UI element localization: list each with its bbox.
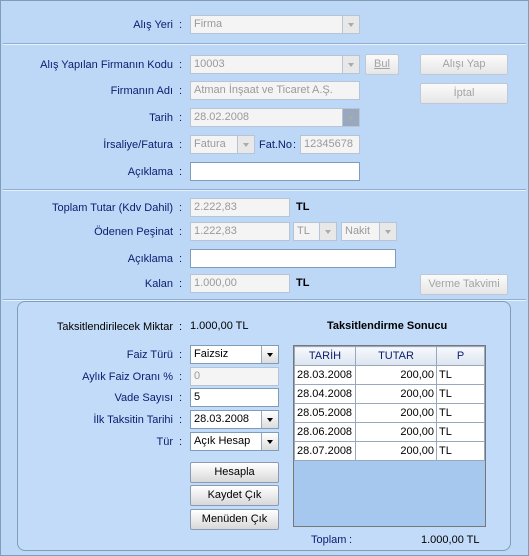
aylik-faiz-label: Aylık Faiz Oranı % — [82, 371, 173, 383]
kalan-unit: TL — [296, 277, 310, 289]
colon: : — [179, 59, 183, 71]
hesapla-button[interactable]: Hesapla — [190, 462, 279, 483]
colon: : — [179, 278, 183, 290]
colon: : — [293, 139, 297, 151]
grid-toplam-label: Toplam — [311, 534, 347, 546]
ilk-taksit-value: 28.03.2008 — [194, 413, 250, 425]
column-header[interactable]: TARİH — [295, 347, 356, 366]
taksit-miktar-label: Taksitlendirilecek Miktar — [56, 321, 173, 333]
chevron-down-icon[interactable] — [342, 16, 359, 33]
cell-amount: 200,00 — [356, 423, 437, 442]
pesinat-currency-value: TL — [297, 225, 310, 237]
tur-label: Tür — [156, 436, 173, 448]
tarih-value: 28.02.2008 — [194, 111, 250, 123]
aylik-faiz-field[interactable]: 0 — [190, 367, 279, 386]
cell-currency: TL — [437, 404, 485, 423]
tur-value: Açık Hesap — [194, 435, 251, 447]
irsaliye-fatura-value: Fatura — [194, 138, 226, 150]
bul-label: Bul — [374, 58, 390, 70]
faiz-turu-label: Faiz Türü — [126, 349, 173, 361]
cell-currency: TL — [437, 423, 485, 442]
taksit-sonuc-title: Taksitlendirme Sonucu — [327, 320, 448, 332]
cell-date: 28.06.2008 — [295, 423, 356, 442]
table-row[interactable] — [295, 404, 485, 423]
tarih-picker[interactable] — [190, 108, 360, 127]
column-header[interactable]: P — [437, 347, 485, 366]
calendar-dropdown-icon[interactable] — [342, 109, 359, 126]
cell-amount: 200,00 — [356, 385, 437, 404]
firma-kodu-value: 10003 — [194, 58, 225, 70]
colon: : — [179, 436, 183, 448]
colon: : — [179, 414, 183, 426]
alis-yeri-value: Firma — [194, 18, 223, 30]
cell-currency: TL — [437, 366, 485, 385]
colon: : — [179, 19, 183, 31]
cell-amount: 200,00 — [356, 404, 437, 423]
bul-button[interactable] — [365, 54, 399, 75]
pesinat-type-select[interactable] — [341, 222, 397, 241]
chevron-down-icon[interactable] — [379, 223, 396, 240]
chevron-down-icon[interactable] — [261, 433, 278, 450]
taksit-grid — [293, 345, 486, 527]
odenen-pesinat-field[interactable]: 1.222,83 — [190, 222, 290, 241]
table-row[interactable] — [295, 442, 485, 461]
colon: : — [179, 85, 183, 97]
tarih-label: Tarih — [149, 112, 173, 124]
cell-date: 28.03.2008 — [295, 366, 356, 385]
tur-select[interactable] — [190, 432, 279, 451]
ilk-taksit-label: İlk Taksitin Tarihi — [93, 414, 173, 426]
taksit-table — [294, 346, 485, 461]
kalan-field[interactable]: 1.000,00 — [190, 274, 290, 293]
firma-adi-label: Firmanın Adı — [110, 85, 173, 97]
colon: : — [349, 534, 353, 546]
cell-date: 28.07.2008 — [295, 442, 356, 461]
colon: : — [179, 226, 183, 238]
faiz-turu-select[interactable] — [190, 345, 279, 364]
colon: : — [179, 392, 183, 404]
kaydet-cik-button[interactable]: Kaydet Çık — [190, 485, 279, 506]
verme-takvimi-button[interactable]: Verme Takvimi — [420, 274, 508, 295]
alisi-yap-button[interactable]: Alışı Yap — [420, 54, 508, 75]
firma-kodu-select[interactable] — [190, 55, 360, 74]
calendar-dropdown-icon[interactable] — [261, 411, 278, 428]
table-row[interactable] — [295, 385, 485, 404]
colon: : — [179, 349, 183, 361]
odeme-aciklama-field[interactable] — [190, 249, 396, 268]
iptal-button[interactable]: İptal — [420, 83, 508, 104]
table-row[interactable] — [295, 366, 485, 385]
alis-yeri-label: Alış Yeri — [133, 19, 173, 31]
pesinat-currency-select[interactable] — [293, 222, 337, 241]
firma-kodu-label: Alış Yapılan Firmanın Kodu — [40, 59, 173, 71]
odenen-pesinat-label: Ödenen Peşinat — [94, 226, 173, 238]
cell-amount: 200,00 — [356, 366, 437, 385]
colon: : — [179, 139, 183, 151]
kalan-label: Kalan — [144, 278, 173, 290]
firma-adi-field[interactable]: Atman İnşaat ve Ticaret A.Ş. — [190, 81, 360, 100]
grid-toplam-value: 1.000,00 TL — [421, 534, 480, 546]
irsaliye-fatura-select[interactable] — [190, 135, 255, 154]
toplam-tutar-unit: TL — [296, 201, 310, 213]
cell-date: 28.04.2008 — [295, 385, 356, 404]
separator — [3, 189, 526, 191]
vade-label: Vade Sayısı — [114, 392, 173, 404]
fat-no-label: Fat.No — [258, 139, 292, 151]
chevron-down-icon[interactable] — [237, 136, 254, 153]
fat-no-field[interactable]: 12345678 — [300, 135, 360, 154]
separator — [3, 43, 526, 45]
colon: : — [179, 202, 183, 214]
colon: : — [179, 166, 183, 178]
colon: : — [179, 371, 183, 383]
pesinat-type-value: Nakit — [345, 225, 371, 237]
toplam-tutar-field[interactable]: 2.222,83 — [190, 198, 290, 217]
chevron-down-icon[interactable] — [319, 223, 336, 240]
taksit-miktar-value: 1.000,00 TL — [190, 320, 249, 332]
cell-amount: 200,00 — [356, 442, 437, 461]
toplam-tutar-label: Toplam Tutar (Kdv Dahil) — [51, 202, 173, 214]
ilk-taksit-picker[interactable] — [190, 410, 279, 429]
cell-date: 28.05.2008 — [295, 404, 356, 423]
alis-yeri-select[interactable] — [190, 15, 360, 34]
table-row[interactable] — [295, 423, 485, 442]
chevron-down-icon[interactable] — [342, 56, 359, 73]
cell-currency: TL — [437, 385, 485, 404]
aciklama-field[interactable] — [190, 162, 360, 181]
odeme-aciklama-label: Açıklama — [127, 253, 173, 265]
colon: : — [179, 253, 183, 265]
colon: : — [179, 112, 183, 124]
vade-field[interactable]: 5 — [190, 388, 279, 407]
colon: : — [179, 321, 183, 333]
menuden-cik-button[interactable]: Menüden Çık — [190, 509, 279, 530]
irsaliye-fatura-label: İrsaliye/Fatura — [103, 139, 173, 151]
cell-currency: TL — [437, 442, 485, 461]
column-header[interactable]: TUTAR — [356, 347, 437, 366]
chevron-down-icon[interactable] — [261, 346, 278, 363]
faiz-turu-value: Faizsiz — [194, 348, 229, 360]
aciklama-label: Açıklama — [127, 166, 173, 178]
